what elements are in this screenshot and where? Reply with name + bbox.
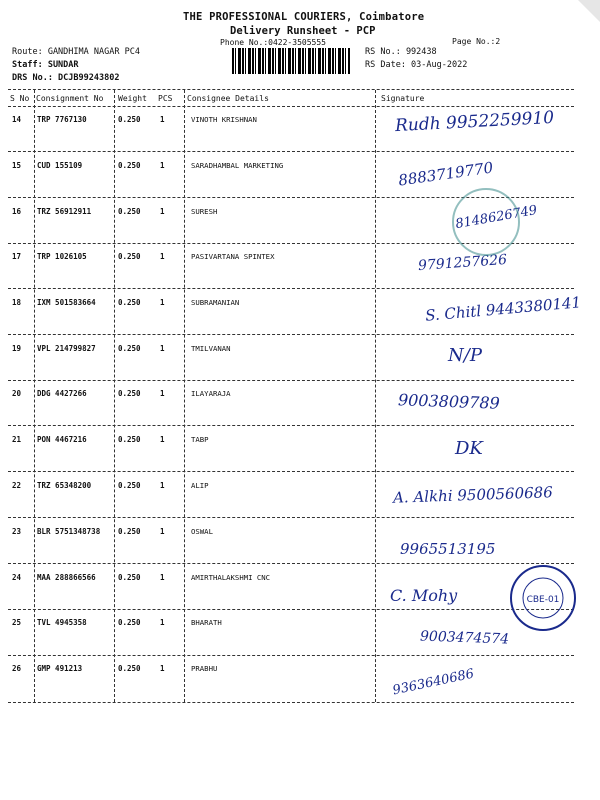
column-divider (375, 90, 376, 702)
row-consignee: ILAYARAJA (191, 389, 231, 398)
row-sno: 24 (12, 573, 22, 582)
staff-label: Staff: SUNDAR (12, 60, 79, 70)
row-sno: 15 (12, 161, 22, 170)
row-divider (8, 609, 574, 610)
row-weight: 0.250 (118, 527, 141, 536)
signature-handwriting: 9003474574 (419, 628, 510, 648)
column-divider (184, 90, 185, 702)
row-consignment: GMP 491213 (37, 664, 83, 673)
faded-stamp (452, 188, 520, 256)
row-pcs: 1 (160, 573, 165, 582)
stamp-seal-icon (512, 567, 574, 629)
sheet-title: Delivery Runsheet - PCP (230, 25, 376, 37)
route-label: Route: GANDHIMA NAGAR PC4 (12, 47, 140, 57)
folded-page-corner (578, 0, 600, 22)
rs-number: RS No.: 992438 (365, 47, 437, 57)
row-weight: 0.250 (118, 207, 141, 216)
row-weight: 0.250 (118, 252, 141, 261)
row-consignee: OSWAL (191, 527, 213, 536)
row-consignment: TRZ 56912911 (37, 207, 92, 216)
row-weight: 0.250 (118, 435, 141, 444)
row-weight: 0.250 (118, 618, 141, 627)
row-sno: 23 (12, 527, 22, 536)
signature-handwriting: N/P (448, 345, 482, 366)
row-consignment: TRZ 65348200 (37, 481, 92, 490)
row-consignee: VINOTH KRISHNAN (191, 115, 257, 124)
signature-handwriting: 8883719770 (397, 158, 495, 190)
row-consignee: ALIP (191, 481, 209, 490)
row-sno: 20 (12, 389, 22, 398)
row-consignee: TABP (191, 435, 209, 444)
column-divider (114, 90, 115, 702)
row-weight: 0.250 (118, 115, 141, 124)
row-pcs: 1 (160, 207, 165, 216)
row-consignment: TRP 1026105 (37, 252, 87, 261)
row-weight: 0.250 (118, 573, 141, 582)
table-top-border (8, 89, 574, 90)
row-weight: 0.250 (118, 664, 141, 673)
row-weight: 0.250 (118, 481, 141, 490)
col-header-sno: S No (10, 94, 30, 103)
signature-handwriting: 8148626749 (454, 202, 539, 233)
row-pcs: 1 (160, 435, 165, 444)
row-consignee: PASIVARTANA SPINTEX (191, 252, 275, 261)
row-consignment: TRP 7767130 (37, 115, 87, 124)
signature-handwriting: A. Alkhi 9500560686 (392, 483, 554, 507)
phone-number: Phone No.:0422-3505555 (220, 38, 326, 47)
row-divider (8, 425, 574, 426)
signature-handwriting: DK (455, 438, 483, 459)
table-header-border (8, 106, 574, 107)
row-consignment: IXM 501583664 (37, 298, 96, 307)
rs-date: RS Date: 03-Aug-2022 (365, 60, 468, 70)
row-sno: 21 (12, 435, 22, 444)
signature-handwriting: C. Mohy (390, 586, 458, 605)
row-divider (8, 334, 574, 335)
row-consignee: SARADHAMBAL MARKETING (191, 161, 284, 170)
signature-handwriting: 9003809789 (397, 390, 501, 413)
col-header-signature: Signature (381, 94, 425, 103)
row-weight: 0.250 (118, 161, 141, 170)
row-consignee: PRABHU (191, 664, 218, 673)
barcode-image (232, 48, 350, 74)
table-bottom-border (8, 702, 574, 703)
row-pcs: 1 (160, 344, 165, 353)
row-consignment: PON 4467216 (37, 435, 87, 444)
row-sno: 14 (12, 115, 22, 124)
row-weight: 0.250 (118, 344, 141, 353)
row-sno: 22 (12, 481, 22, 490)
row-consignment: BLR 5751348738 (37, 527, 101, 536)
row-weight: 0.250 (118, 389, 141, 398)
row-consignee: SUBRAMANIAN (191, 298, 240, 307)
row-weight: 0.250 (118, 298, 141, 307)
col-header-pcs: PCS (158, 94, 173, 103)
row-sno: 18 (12, 298, 22, 307)
row-pcs: 1 (160, 527, 165, 536)
column-divider (34, 90, 35, 702)
row-pcs: 1 (160, 252, 165, 261)
row-divider (8, 655, 574, 656)
col-header-weight: Weight (118, 94, 147, 103)
row-consignment: DDG 4427266 (37, 389, 87, 398)
row-pcs: 1 (160, 481, 165, 490)
signature-handwriting: 9363640686 (391, 666, 476, 699)
signature-handwriting: 9965513195 (400, 540, 496, 558)
row-pcs: 1 (160, 664, 165, 673)
row-sno: 26 (12, 664, 22, 673)
company-stamp (510, 565, 576, 631)
signature-handwriting: Rudh 9952259910 (394, 107, 555, 137)
svg-text:CBE-01: CBE-01 (526, 595, 560, 605)
row-pcs: 1 (160, 298, 165, 307)
col-header-consignment: Consignment No (36, 94, 104, 103)
row-pcs: 1 (160, 115, 165, 124)
row-pcs: 1 (160, 161, 165, 170)
drs-number: DRS No.: DCJB99243802 (12, 73, 120, 83)
row-divider (8, 151, 574, 152)
page-number: Page No.:2 (452, 37, 501, 46)
row-sno: 16 (12, 207, 22, 216)
row-consignment: TVL 4945358 (37, 618, 87, 627)
row-consignee: BHARATH (191, 618, 222, 627)
row-divider (8, 563, 574, 564)
row-consignee: SURESH (191, 207, 218, 216)
row-consignee: TMILVANAN (191, 344, 231, 353)
company-title: THE PROFESSIONAL COURIERS, Coimbatore (183, 11, 425, 23)
row-sno: 25 (12, 618, 22, 627)
row-divider (8, 380, 574, 381)
signature-handwriting: 9791257626 (417, 251, 508, 275)
row-consignment: VPL 214799827 (37, 344, 96, 353)
row-consignee: AMIRTHALAKSHMI CNC (191, 573, 271, 582)
row-consignment: MAA 288866566 (37, 573, 96, 582)
row-divider (8, 517, 574, 518)
signature-handwriting: S. Chitl 9443380141 (424, 293, 582, 325)
row-divider (8, 471, 574, 472)
col-header-consignee: Consignee Details (187, 94, 269, 103)
row-consignment: CUD 155109 (37, 161, 83, 170)
row-pcs: 1 (160, 618, 165, 627)
row-divider (8, 288, 574, 289)
row-pcs: 1 (160, 389, 165, 398)
row-sno: 19 (12, 344, 22, 353)
row-sno: 17 (12, 252, 22, 261)
